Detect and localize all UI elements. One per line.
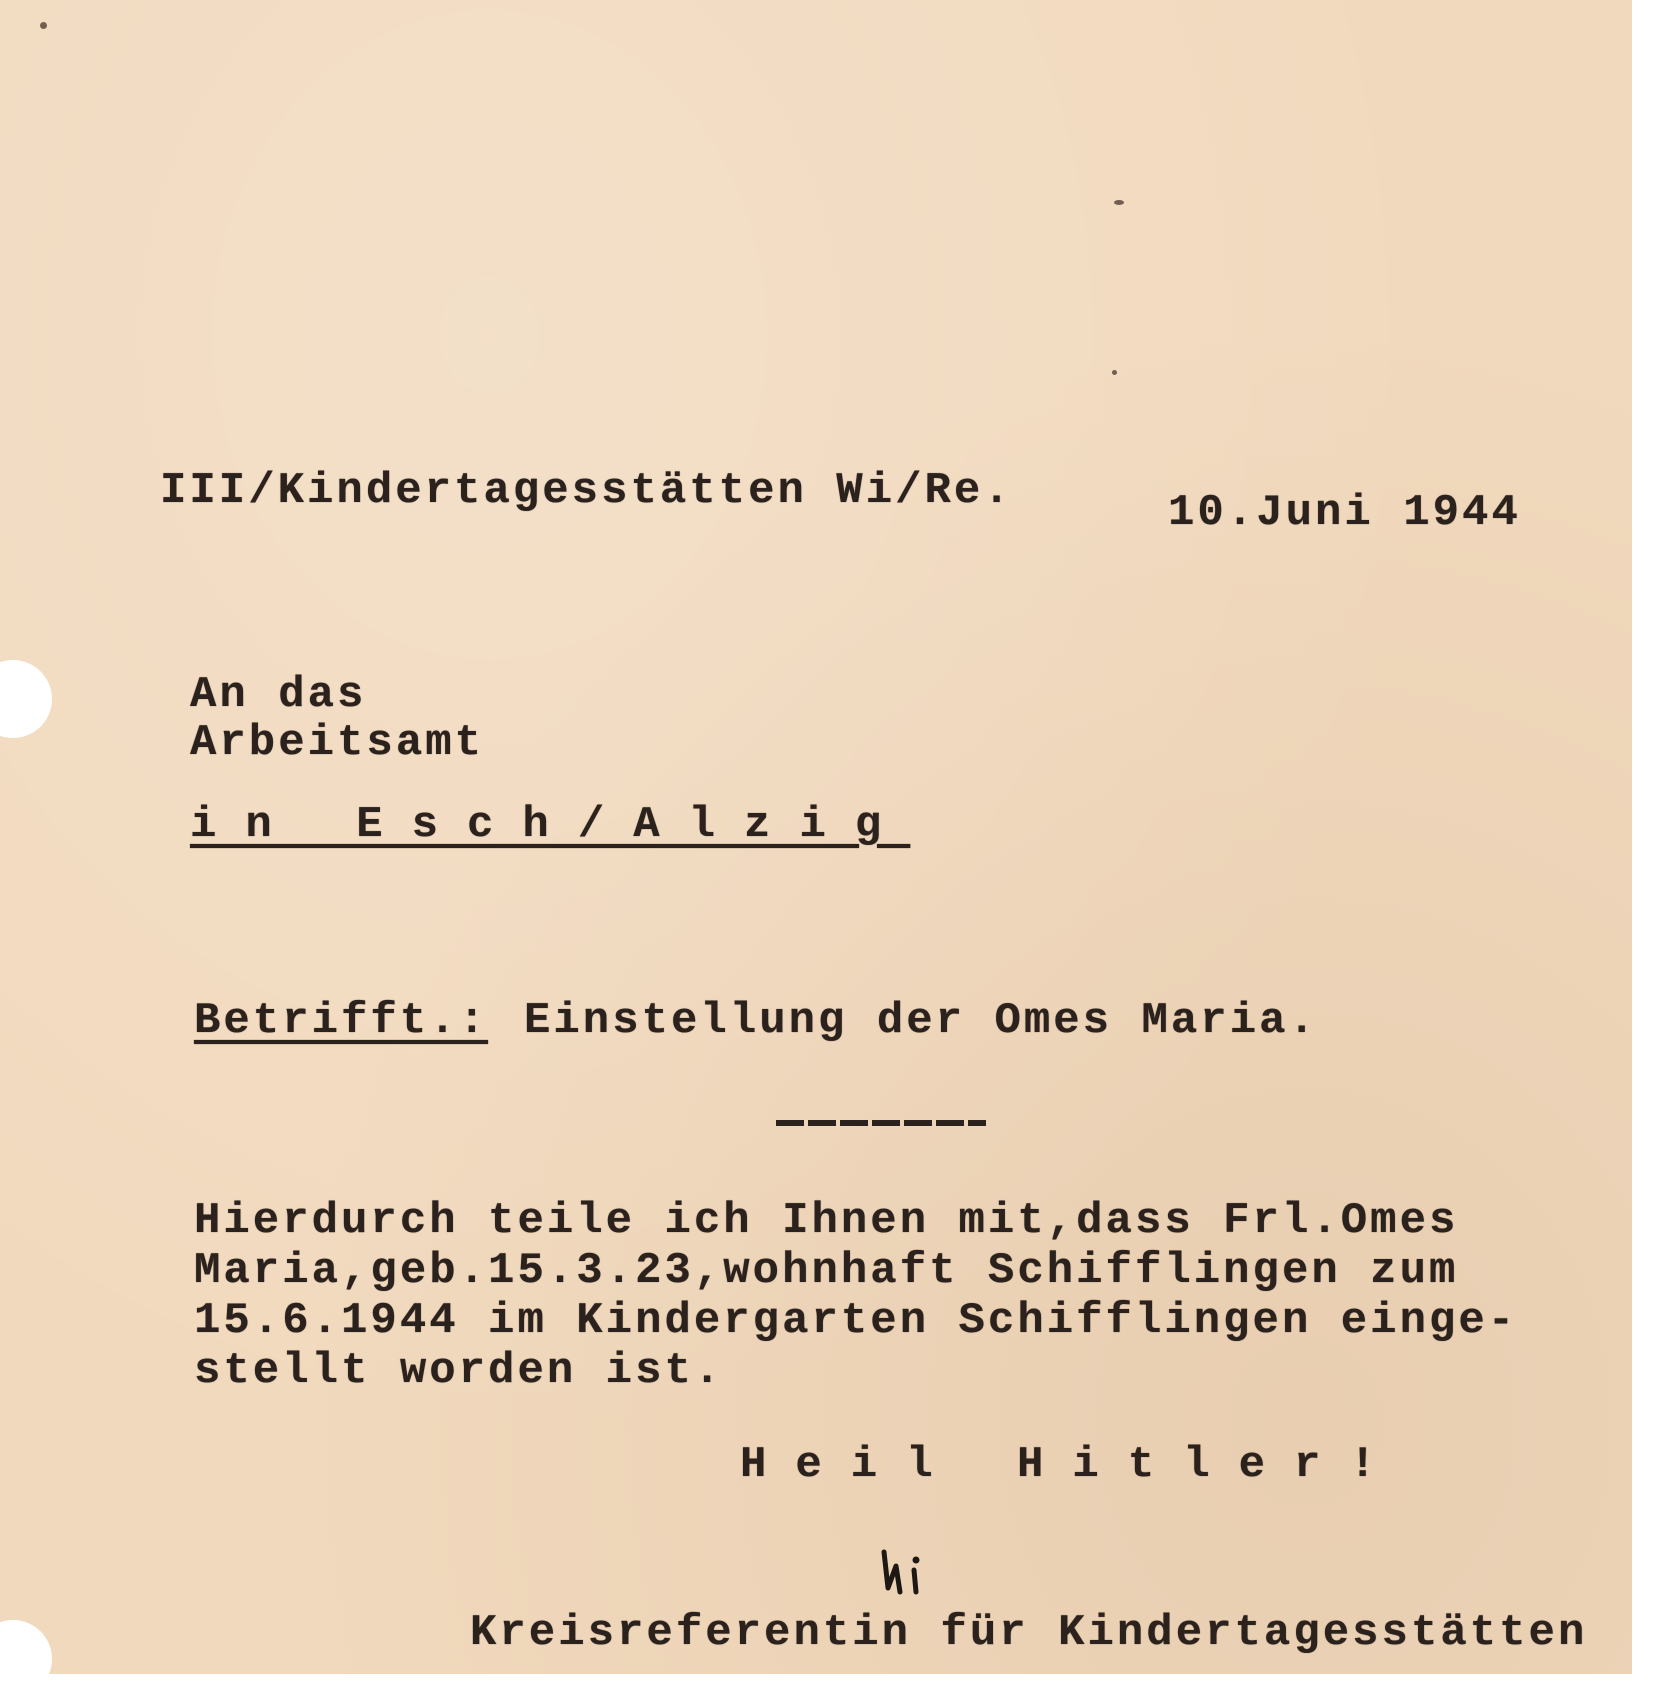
divider-rule bbox=[776, 1120, 986, 1126]
body-line-3: 15.6.1944 im Kindergarten Schifflingen einge- bbox=[194, 1296, 1518, 1346]
recipient-line-2: Arbeitsamt bbox=[190, 718, 485, 768]
ink-speck bbox=[1112, 370, 1117, 375]
subject-text: Einstellung der Omes Maria. bbox=[524, 996, 1318, 1046]
body-line-4: stellt worden ist. bbox=[194, 1346, 724, 1396]
ink-speck bbox=[40, 22, 47, 29]
letter-date: 10.Juni 1944 bbox=[1168, 488, 1521, 538]
recipient-line-3: in Esch/Alzig bbox=[190, 800, 911, 850]
punch-hole-upper bbox=[0, 660, 52, 738]
subject-label: Betrifft.: bbox=[194, 996, 489, 1046]
body-line-2: Maria,geb.15.3.23,wohnhaft Schifflingen zum bbox=[194, 1246, 1459, 1296]
scan-edge bbox=[1632, 0, 1656, 1674]
punch-hole-lower bbox=[0, 1620, 52, 1698]
closing-greeting: Heil Hitler! bbox=[740, 1440, 1405, 1490]
body-line-1: Hierdurch teile ich Ihnen mit,dass Frl.Omes bbox=[194, 1196, 1459, 1246]
ink-speck bbox=[1114, 200, 1124, 205]
handwritten-initial bbox=[876, 1548, 940, 1602]
recipient-line-1: An das bbox=[190, 670, 367, 720]
signature-title: Kreisreferentin für Kindertagesstätten bbox=[470, 1608, 1588, 1658]
reference-line: III/Kindertagesstätten Wi/Re. bbox=[160, 466, 1013, 516]
